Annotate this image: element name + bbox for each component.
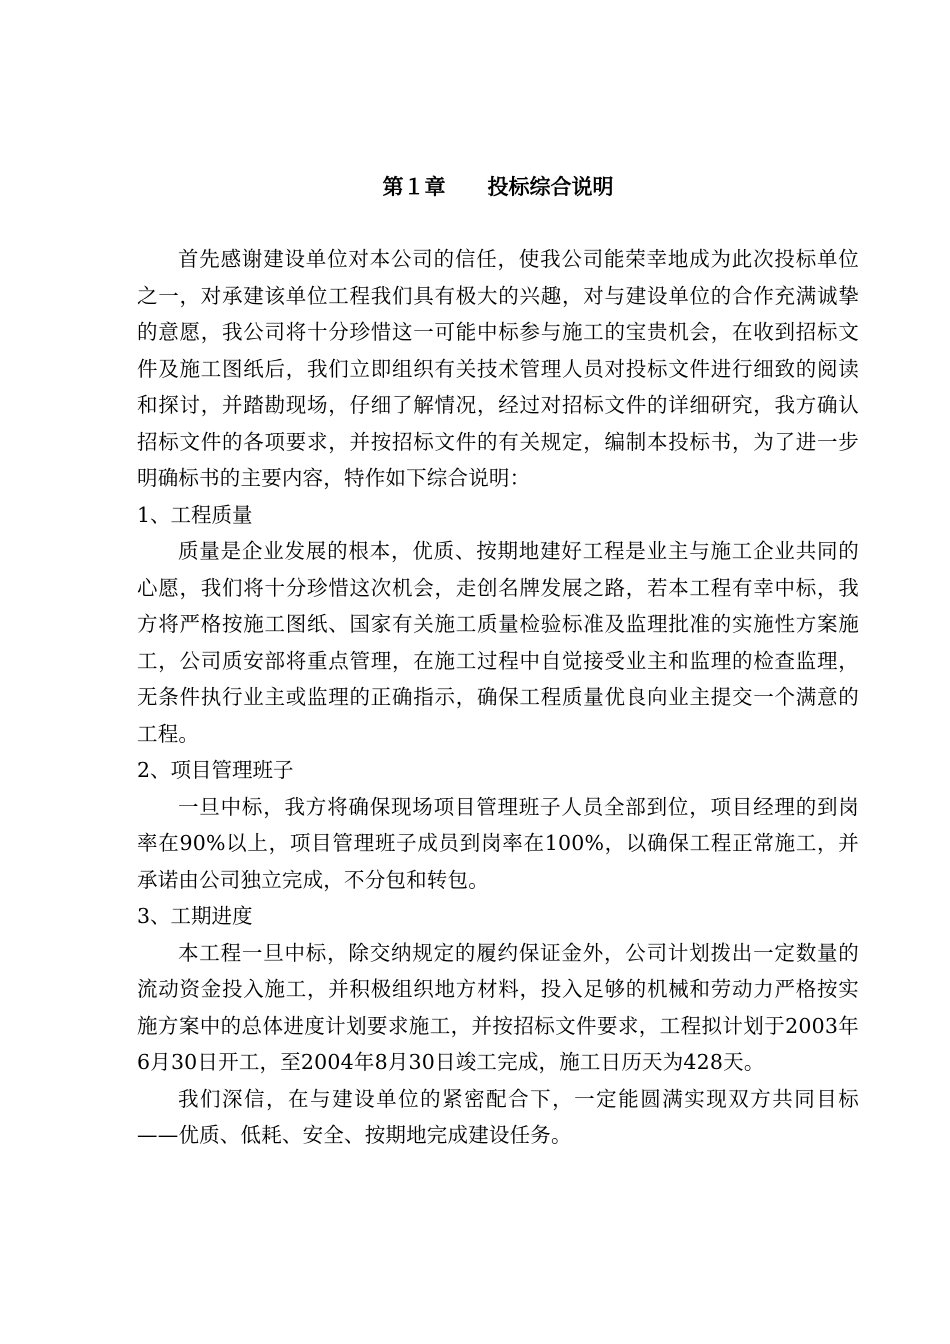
management-paragraph: 一旦中标，我方将确保现场项目管理班子人员全部到位，项目经理的到岗率在90%以上，项目管理班子成员到岗率在100%，以确保工程正常施工，并承诺由公司独立完成，不分包和转包。 <box>137 794 859 892</box>
section-heading-quality: 1、工程质量 <box>137 502 253 527</box>
chapter-title: 第１章 投标综合说明 <box>382 175 614 199</box>
document-body <box>137 241 859 1154</box>
quality-paragraph: 质量是企业发展的根本，优质、按期地建好工程是业主与施工企业共同的心愿，我们将十分珍惜这次机会，走创名牌发展之路，若本工程有幸中标，我方将严格按施工图纸、国家有关施工质量检验标准及监理批准的实施性方案施工，公司质安部将重点管理，在施工过程中自觉接受业主和监理的检查监理，无条件执行业主或监理的正确指示，确保工程质量优良向业主提交一个满意的工程。 <box>137 539 859 746</box>
schedule-paragraph: 本工程一旦中标，除交纳规定的履约保证金外，公司计划拨出一定数量的流动资金投入施工，并积极组织地方材料，投入足够的机械和劳动力严格按实施方案中的总体进度计划要求施工，并按招标文件要求，工程拟计划于2003年6月30日开工，至2004年8月30日竣工完成，施工日历天为428天。 <box>137 940 859 1074</box>
section-heading-management: 2、项目管理班子 <box>137 758 294 782</box>
intro-paragraph: 首先感谢建设单位对本公司的信任，使我公司能荣幸地成为此次投标单位之一，对承建该单位工程我们具有极大的兴趣，对与建设单位的合作充满诚挚的意愿，我公司将十分珍惜这一可能中标参与施工的宝贵机会，在收到招标文件及施工图纸后，我们立即组织有关技术管理人员对投标文件进行细致的阅读和探讨，并踏勘现场，仔细了解情况，经过对招标文件的详细研究，我方确认招标文件的各项要求，并按招标文件的有关规定，编制本投标书，为了进一步明确标书的主要内容，特作如下综合说明： <box>137 247 859 490</box>
closing-paragraph: 我们深信，在与建设单位的紧密配合下，一定能圆满实现双方共同目标——优质、低耗、安全、按期地完成建设任务。 <box>137 1086 859 1147</box>
section-heading-schedule: 3、工期进度 <box>137 904 253 928</box>
